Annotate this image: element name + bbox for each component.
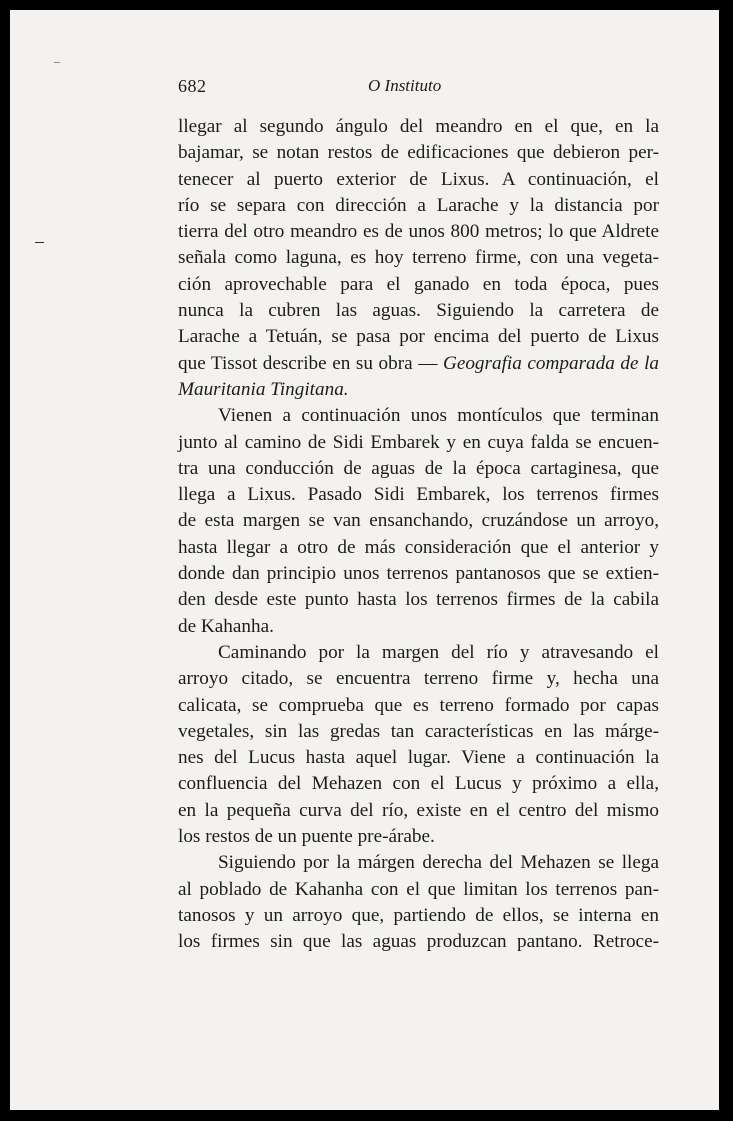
text-line: tra una conducción de aguas de la época cartaginesa, que	[178, 457, 659, 479]
text-line: tenecer al puerto exterior de Lixus. A continuación, el	[178, 168, 659, 190]
text-line	[178, 377, 659, 403]
paragraph-start: Siguiendo por la márgen derecha del Mehazen se llega	[218, 852, 659, 874]
book-title-continued: Mauritania Tingitana.	[178, 378, 349, 400]
text-line: los firmes sin que las aguas produzcan pantano. Retroce-	[178, 931, 659, 953]
text-line: donde dan principio unos terrenos pantanosos que se extien-	[178, 563, 659, 585]
text-line: junto al camino de Sidi Embarek y en cuya falda se encuen-	[178, 431, 659, 453]
text-line: en la pequeña curva del río, existe en el centro del mismo	[178, 799, 659, 821]
text-line: bajamar, se notan restos de edificaciones que debieron per-	[178, 142, 659, 164]
book-title: Geografia comparada de la	[442, 352, 659, 374]
text-line: río se separa con dirección a Larache y la distancia por	[178, 194, 659, 216]
text-line: nes del Lucus hasta aquel lugar. Viene a continuación la	[178, 747, 659, 769]
text-line: llegar al segundo ángulo del meandro en el que, en la	[178, 116, 659, 137]
journal-title: O Instituto	[368, 76, 442, 95]
margin-tick	[54, 62, 60, 63]
text-line: calicata, se comprueba que es terreno formado por capas	[178, 694, 659, 716]
text-line: tierra del otro meandro es de unos 800 metros; lo que Aldrete	[178, 221, 659, 243]
text-line: de Kahanha.	[178, 615, 274, 637]
text-line-with-title	[178, 351, 659, 377]
text-fragment: que Tissot describe en su obra —	[178, 352, 438, 374]
text-line: los restos de un puente pre-árabe.	[178, 826, 435, 848]
text-line: arroyo citado, se encuentra terreno firme y, hecha una	[178, 668, 659, 690]
page-number: 682	[178, 76, 207, 96]
text-line: vegetales, sin las gredas tan características en las márge-	[178, 720, 659, 742]
text-line: llega a Lixus. Pasado Sidi Embarek, los terrenos firmes	[178, 484, 659, 506]
text-line: de esta margen se van ensanchando, cruzándose un arroyo,	[178, 510, 659, 532]
text-line: confluencia del Mehazen con el Lucus y próximo a ella,	[178, 773, 659, 795]
text-line: Larache a Tetuán, se pasa por encima del puerto de Lixus	[178, 326, 659, 348]
text-line: tanosos y un arroyo que, partiendo de ellos, se interna en	[178, 904, 659, 926]
text-line: den desde este punto hasta los terrenos firmes de la cabila	[178, 589, 659, 611]
body-text	[178, 114, 659, 956]
text-line: señala como laguna, es hoy terreno firme, con una vegeta-	[178, 247, 659, 269]
text-line: al poblado de Kahanha con el que limitan los terrenos pan-	[178, 878, 659, 900]
paragraph-start: Caminando por la margen del río y atravesando el	[218, 641, 659, 663]
paragraph-start: Vienen a continuación unos montículos que terminan	[218, 405, 659, 427]
running-head	[178, 76, 478, 106]
margin-tick	[35, 242, 44, 243]
text-line: ción aprovechable para el ganado en toda época, pues	[178, 273, 659, 295]
text-line: hasta llegar a otro de más consideración que el anterior y	[178, 536, 659, 558]
document-page	[10, 10, 719, 1110]
text-line: nunca la cubren las aguas. Siguiendo la carretera de	[178, 300, 659, 322]
